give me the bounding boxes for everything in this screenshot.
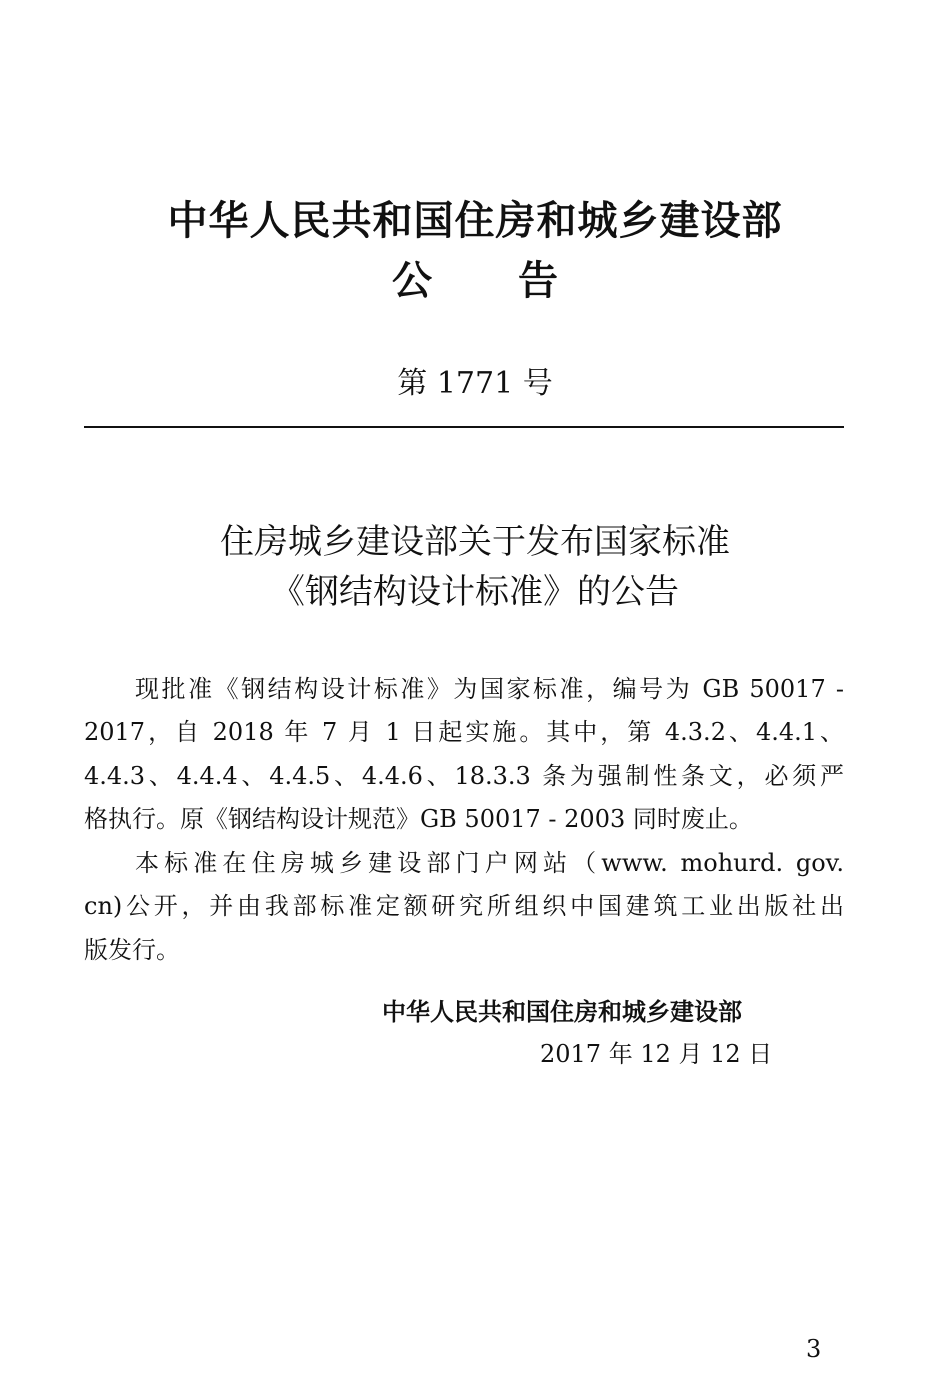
signature-date: 2017 年 12 月 12 日 — [540, 1040, 773, 1068]
body-text-line: cn)公开，并由我部标准定额研究所组织中国建筑工业出版社出 — [84, 892, 844, 920]
document-title-line-1: 住房城乡建设部关于发布国家标准 — [220, 522, 730, 562]
header-divider — [84, 426, 844, 428]
notice-heading — [0, 256, 950, 306]
document-title-line-2: 《钢结构设计标准》的公告 — [271, 572, 679, 612]
notice-heading-char-1: 公 — [392, 258, 432, 304]
body-text-line: 2017，自 2018 年 7 月 1 日起实施。其中，第 4.3.2、4.4.1、 — [84, 718, 844, 746]
signature-issuer: 中华人民共和国住房和城乡建设部 — [382, 998, 742, 1026]
body-text-line: 格执行。原《钢结构设计规范》GB 50017 - 2003 同时废止。 — [84, 805, 753, 833]
body-text-line: 现批准《钢结构设计标准》为国家标准，编号为 GB 50017 - — [135, 675, 844, 703]
notice-heading-char-2: 告 — [518, 258, 558, 304]
body-text-line: 本标准在住房城乡建设部门户网站（www. mohurd. gov. — [135, 849, 844, 877]
notice-number: 第 1771 号 — [397, 366, 553, 401]
body-text-line: 版发行。 — [84, 936, 180, 964]
body-text-line: 4.4.3、4.4.4、4.4.5、4.4.6、18.3.3 条为强制性条文，必须严 — [84, 762, 844, 790]
page-number: 3 — [806, 1335, 822, 1363]
issuer-heading: 中华人民共和国住房和城乡建设部 — [167, 198, 783, 244]
